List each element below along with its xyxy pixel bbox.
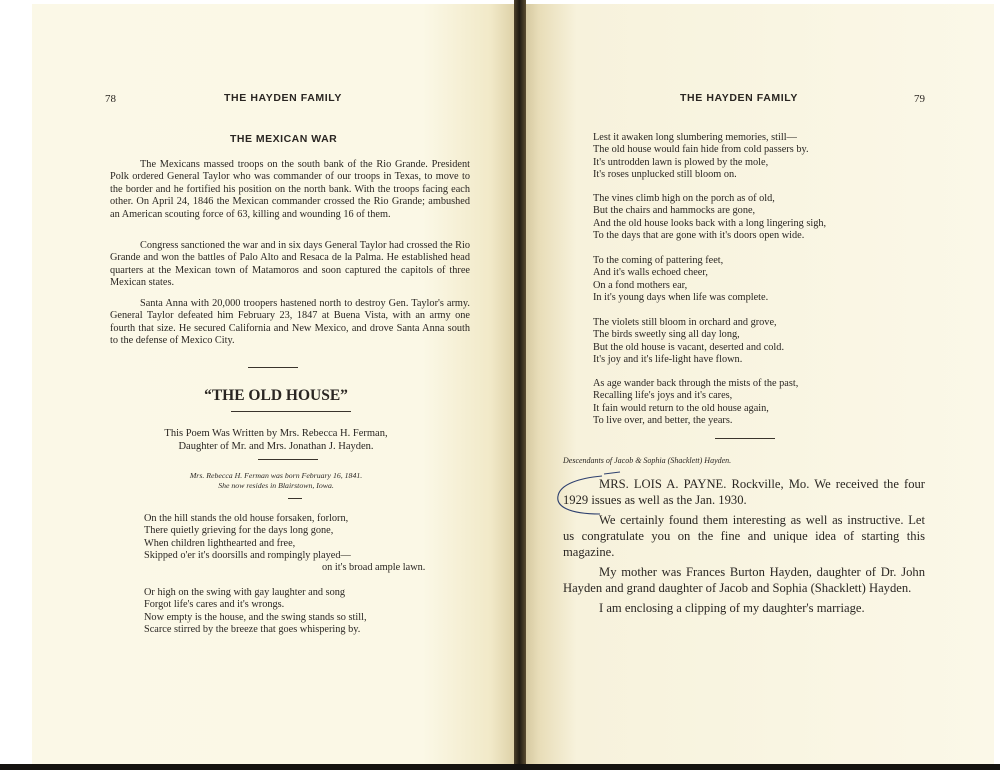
divider [231, 411, 351, 412]
section-title: THE MEXICAN WAR [230, 133, 338, 145]
author-note-line: Mrs. Rebecca H. Ferman was born February 16, 1841. [189, 471, 363, 480]
poem-line: To the days that are gone with it's doors open wide. [593, 229, 805, 241]
poem-line: On a fond mothers ear, [593, 279, 688, 291]
poem-line: on it's broad ample lawn. [322, 562, 426, 574]
poem-line: It's untrodden lawn is plowed by the mole, [593, 156, 769, 168]
poem-line: When children lighthearted and free, [144, 537, 296, 549]
poem-line: As age wander back through the mists of the past, [593, 378, 799, 389]
attribution: Descendants of Jacob & Sophia (Shacklett) Hayden. [563, 456, 732, 465]
paragraph: The Mexicans massed troops on the south bank of the Rio Grande. President Polk ordered General Taylor who was commander of our troops in Texas, to move to the border and he fortified his position on the north bank. With the troops facing each other. On April 24, 1846 the Mexican commander crossed the Rio Grande; ambushed an American scouting force of 63, killing and wounding 16 of them. [110, 159, 470, 220]
poem-line: To the coming of pattering feet, [593, 255, 724, 266]
poem-line: But the old house is vacant, deserted and cold. [593, 341, 785, 353]
poem-stanza [593, 193, 923, 242]
poem-line: On the hill stands the old house forsaken, forlorn, [144, 513, 349, 524]
page-number: 78 [105, 93, 116, 105]
paragraph: Congress sanctioned the war and in six days General Taylor had crossed the Rio Grande and won the battles of Palo Alto and Resaca de la Palma. He established head quarters at the Mexican town of Matamoros and soon captured the capitols of three Mexican states. [110, 240, 470, 289]
letter-paragraph: My mother was Frances Burton Hayden, daughter of Dr. John Hayden and grand daughter of Jacob and Sophia (Shacklett) Hayden. [563, 565, 925, 595]
poem-line: Forgot life's cares and it's wrongs. [144, 599, 285, 611]
poem-line: The vines climb high on the porch as of old, [593, 193, 775, 204]
paragraph: Santa Anna with 20,000 troopers hastened north to destroy Gen. Taylor's army. General Taylor defeated him February 23, 1847 at Buena Vista, with an army one fourth that size. He secured California and New Mexico, and drove Santa Anna south to the defense of Mexico City. [110, 298, 470, 347]
poem-line: The old house would fain hide from cold passers by. [593, 144, 809, 156]
poem-line: Or high on the swing with gay laughter and song [144, 587, 346, 598]
letter-paragraph: We certainly found them interesting as well as instructive. Let us congratulate you on the fine and unique idea of starting this magazine. [563, 513, 925, 559]
poem-line: In it's young days when life was complete. [593, 291, 769, 303]
poem-line: It fain would return to the old house again, [593, 402, 769, 414]
running-header: THE HAYDEN FAMILY [224, 92, 342, 104]
poem-intro [32, 427, 520, 453]
poem-stanza [144, 513, 484, 574]
poem-line: The birds sweetly sing all day long, [593, 329, 740, 341]
left-page [32, 4, 520, 766]
poem-line: To live over, and better, the years. [593, 414, 733, 426]
divider [715, 438, 775, 439]
running-header: THE HAYDEN FAMILY [680, 92, 798, 104]
poem-intro-line: Daughter of Mr. and Mrs. Jonathan J. Hayden. [178, 441, 374, 452]
poem-line: The violets still bloom in orchard and grove, [593, 317, 777, 328]
poem-line: Scarce stirred by the breeze that goes whispering by. [144, 623, 361, 635]
poem-line: Lest it awaken long slumbering memories, still— [593, 132, 797, 143]
scan-bottom-edge [0, 764, 1000, 770]
poem-stanza [593, 317, 923, 366]
poem-line: It's roses unplucked still bloom on. [593, 168, 737, 180]
poem-stanza [593, 378, 923, 427]
poem-intro-line: This Poem Was Written by Mrs. Rebecca H. Ferman, [164, 428, 388, 439]
page-number: 79 [914, 93, 925, 105]
poem-stanza [144, 587, 484, 636]
divider [258, 459, 318, 460]
divider [288, 498, 302, 499]
poem-line: Recalling life's joys and it's cares, [593, 390, 733, 402]
handwritten-bracket-mark [550, 470, 660, 520]
book-spine [514, 0, 526, 770]
letter-paragraph: I am enclosing a clipping of my daughter's marriage. [599, 601, 865, 615]
poem-title: “THE OLD HOUSE” [204, 387, 348, 404]
poem-line: And it's walls echoed cheer, [593, 267, 708, 279]
poem-line: But the chairs and hammocks are gone, [593, 205, 756, 217]
poem-line: There quietly grieving for the days long gone, [144, 525, 334, 537]
poem-stanza [593, 255, 923, 304]
poem-stanza [593, 132, 923, 181]
divider [248, 367, 298, 368]
author-note [32, 471, 520, 491]
letter-paragraph: MRS. LOIS A. PAYNE. Rockville, Mo. We received the four 1929 issues as well as the Jan. 1930. [563, 477, 925, 507]
right-page [520, 4, 994, 766]
poem-line: And the old house looks back with a long lingering sigh, [593, 217, 827, 229]
poem-line: Skipped o'er it's doorsills and rompingly played— [144, 549, 351, 561]
scan-margin [0, 0, 32, 770]
author-note-line: She now resides in Blairstown, Iowa. [218, 481, 334, 490]
poem-line: Now empty is the house, and the swing stands so still, [144, 611, 367, 623]
poem-line: It's joy and it's life-light have flown. [593, 353, 743, 365]
